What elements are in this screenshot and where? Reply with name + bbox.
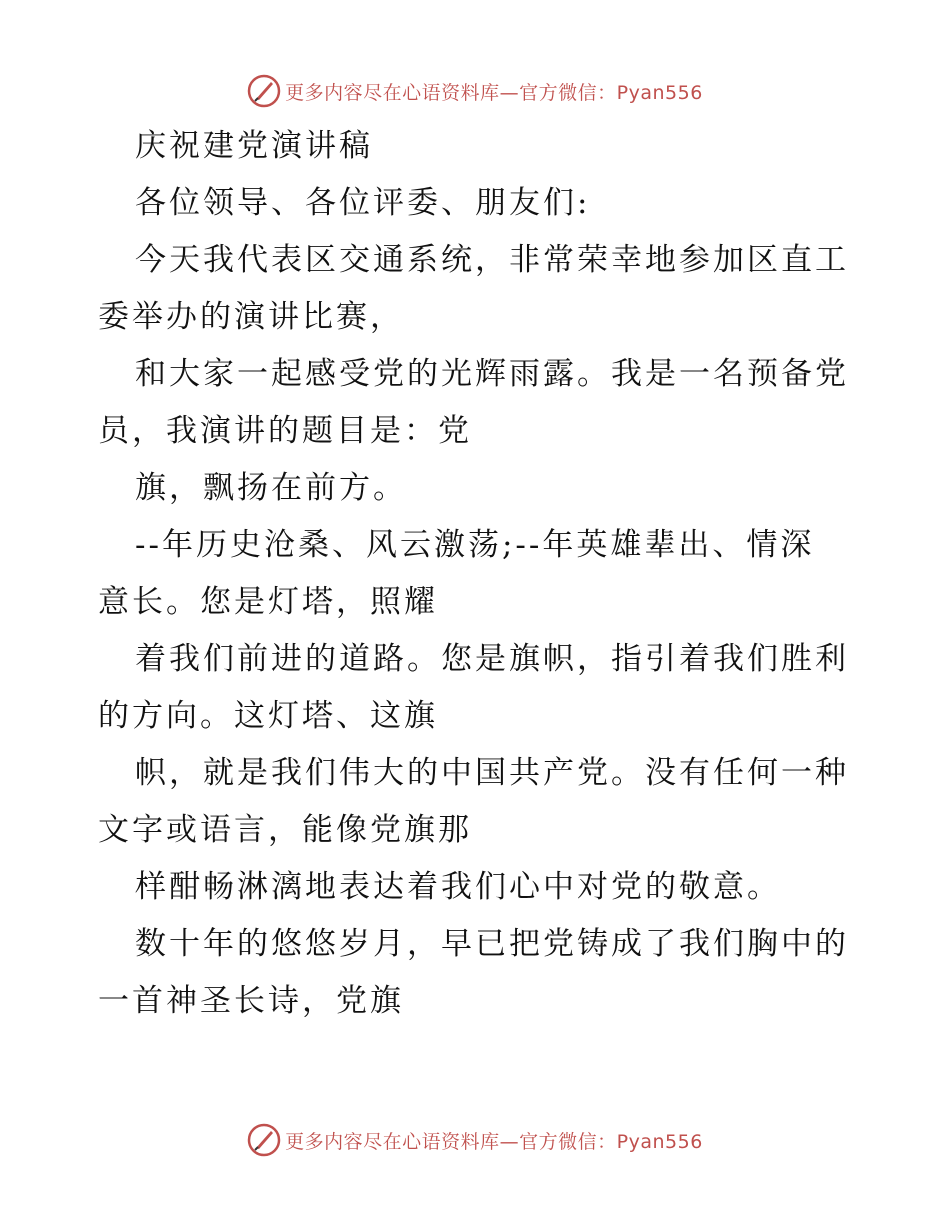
quill-logo-icon <box>247 74 281 108</box>
text-line: 的方向。这灯塔、这旗 <box>98 698 438 734</box>
footer-banner <box>0 1120 950 1160</box>
header-banner <box>0 71 950 111</box>
quill-logo-icon <box>247 1123 281 1157</box>
text-line: 着我们前进的道路。您是旗帜，指引着我们胜利 <box>135 641 849 677</box>
text-line: 各位领导、各位评委、朋友们: <box>135 185 591 221</box>
banner-text: 更多内容尽在心语资料库—官方微信：Pyan556 <box>285 81 703 104</box>
text-line: 庆祝建党演讲稿 <box>135 128 373 164</box>
text-line: 委举办的演讲比赛， <box>98 299 404 335</box>
text-line: 样酣畅淋漓地表达着我们心中对党的敬意。 <box>135 869 781 905</box>
text-line: --年历史沧桑、风云激荡;--年英雄辈出、情深 <box>135 527 815 563</box>
text-line: 一首神圣长诗，党旗 <box>98 983 404 1019</box>
text-line: 和大家一起感受党的光辉雨露。我是一名预备党 <box>135 356 849 392</box>
text-line: 意长。您是灯塔，照耀 <box>98 584 438 620</box>
text-line: 员，我演讲的题目是：党 <box>98 413 472 449</box>
text-line: 今天我代表区交通系统，非常荣幸地参加区直工 <box>135 242 849 278</box>
text-line: 文字或语言，能像党旗那 <box>98 812 472 848</box>
document-body <box>98 118 858 1030</box>
text-line: 帜，就是我们伟大的中国共产党。没有任何一种 <box>135 755 849 791</box>
text-line: 数十年的悠悠岁月，早已把党铸成了我们胸中的 <box>135 926 849 962</box>
banner-text: 更多内容尽在心语资料库—官方微信：Pyan556 <box>285 1130 703 1153</box>
text-line: 旗，飘扬在前方。 <box>135 470 407 506</box>
